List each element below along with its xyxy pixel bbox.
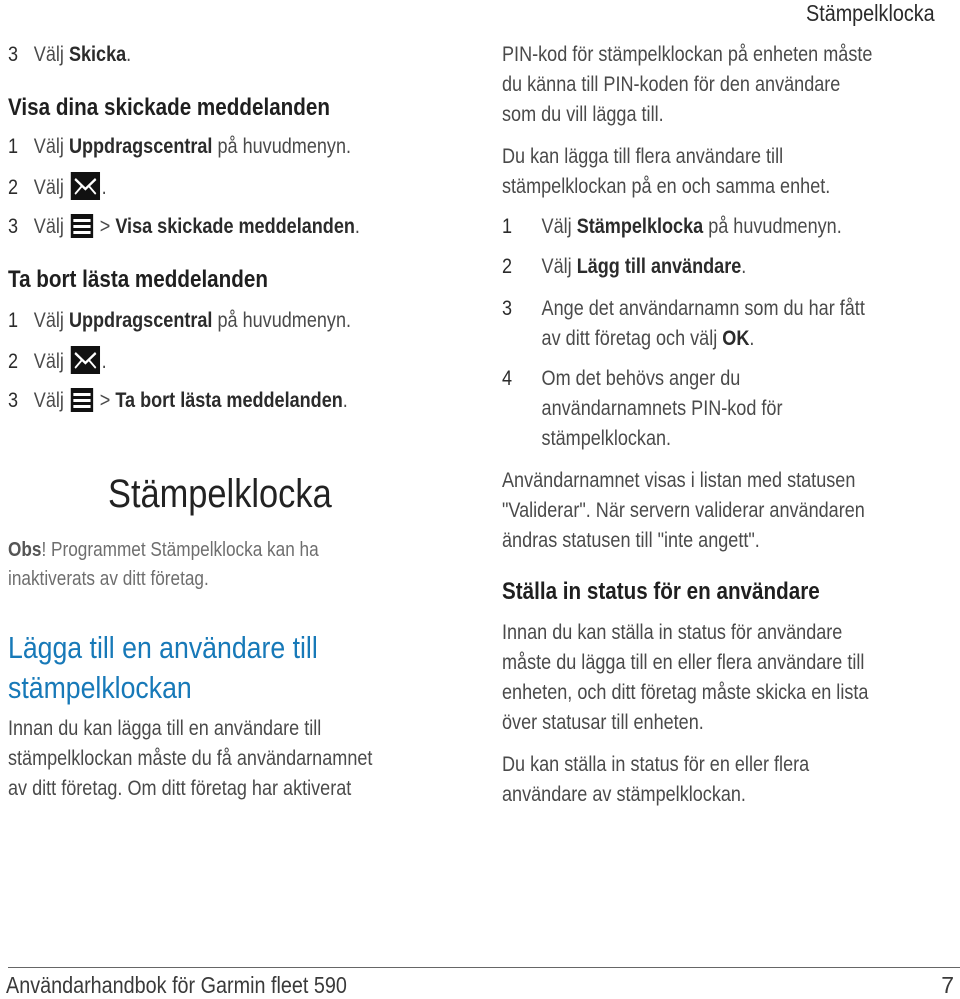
status-list-paragraph: Användarnamnet visas i listan med statusen "Validerar". När servern validerar användaren ändras statusen till "inte angett". xyxy=(502,469,865,552)
envelope-icon xyxy=(71,172,100,200)
set-status-paragraph-2: Du kan ställa in status för en eller flera användare av stämpelklockan. xyxy=(502,753,810,806)
footer-rule xyxy=(8,967,960,968)
delete-step-3: 3 Välj > Ta bort lästa meddelanden. xyxy=(8,389,348,412)
section-title-set-status: Ställa in status för en användare xyxy=(502,578,820,605)
pin-paragraph: PIN-kod för stämpelklockan på enheten måste du känna till PIN-koden för den användare som du vill lägga till. xyxy=(502,43,873,126)
page-number: 7 xyxy=(941,972,954,998)
add-step-2: 2 Välj Lägg till användare. xyxy=(502,255,747,278)
sent-step-2: 2 Välj . xyxy=(8,172,123,203)
add-step-4: 4 Om det behövs anger du användarnamnets PIN-kod för stämpelklockan. xyxy=(502,367,783,450)
send-step-3: 3 Välj Skicka. xyxy=(8,43,132,66)
chapter-title: Stämpelklocka xyxy=(108,472,332,516)
add-step-3: 3 Ange det användarnamn som du har fått av ditt företag och välj OK. xyxy=(502,297,865,350)
section-title-add-user: Lägga till en användare till stämpelklockan xyxy=(8,630,318,705)
menu-icon xyxy=(71,214,93,238)
section-title-sent-messages: Visa dina skickade meddelanden xyxy=(8,94,330,121)
delete-step-2: 2 Välj . xyxy=(8,346,123,377)
envelope-icon xyxy=(71,346,100,374)
footer-manual-title: Användarhandbok för Garmin fleet 590 xyxy=(6,972,347,998)
multi-user-paragraph: Du kan lägga till flera användare till stämpelklockan på en och samma enhet. xyxy=(502,145,831,198)
menu-icon xyxy=(71,388,93,412)
delete-step-1: 1 Välj Uppdragscentral på huvudmenyn. xyxy=(8,309,352,332)
running-head: Stämpelklocka xyxy=(806,0,936,26)
section-title-delete-read: Ta bort lästa meddelanden xyxy=(8,266,268,293)
set-status-paragraph-1: Innan du kan ställa in status för användare måste du lägga till en eller flera användare till enheten, och ditt företag måste skicka en lista över statusar till enheten. xyxy=(502,621,869,734)
sent-step-1: 1 Välj Uppdragscentral på huvudmenyn. xyxy=(8,135,352,158)
sent-step-3: 3 Välj > Visa skickade meddelanden. xyxy=(8,215,360,238)
add-user-intro: Innan du kan lägga till en användare till stämpelklockan måste du få användarnamnet av ditt företag. Om ditt företag har aktiverat xyxy=(8,717,373,800)
add-step-1: 1 Välj Stämpelklocka på huvudmenyn. xyxy=(502,215,842,238)
note: Obs! Programmet Stämpelklocka kan ha inaktiverats av ditt företag. xyxy=(8,539,319,590)
